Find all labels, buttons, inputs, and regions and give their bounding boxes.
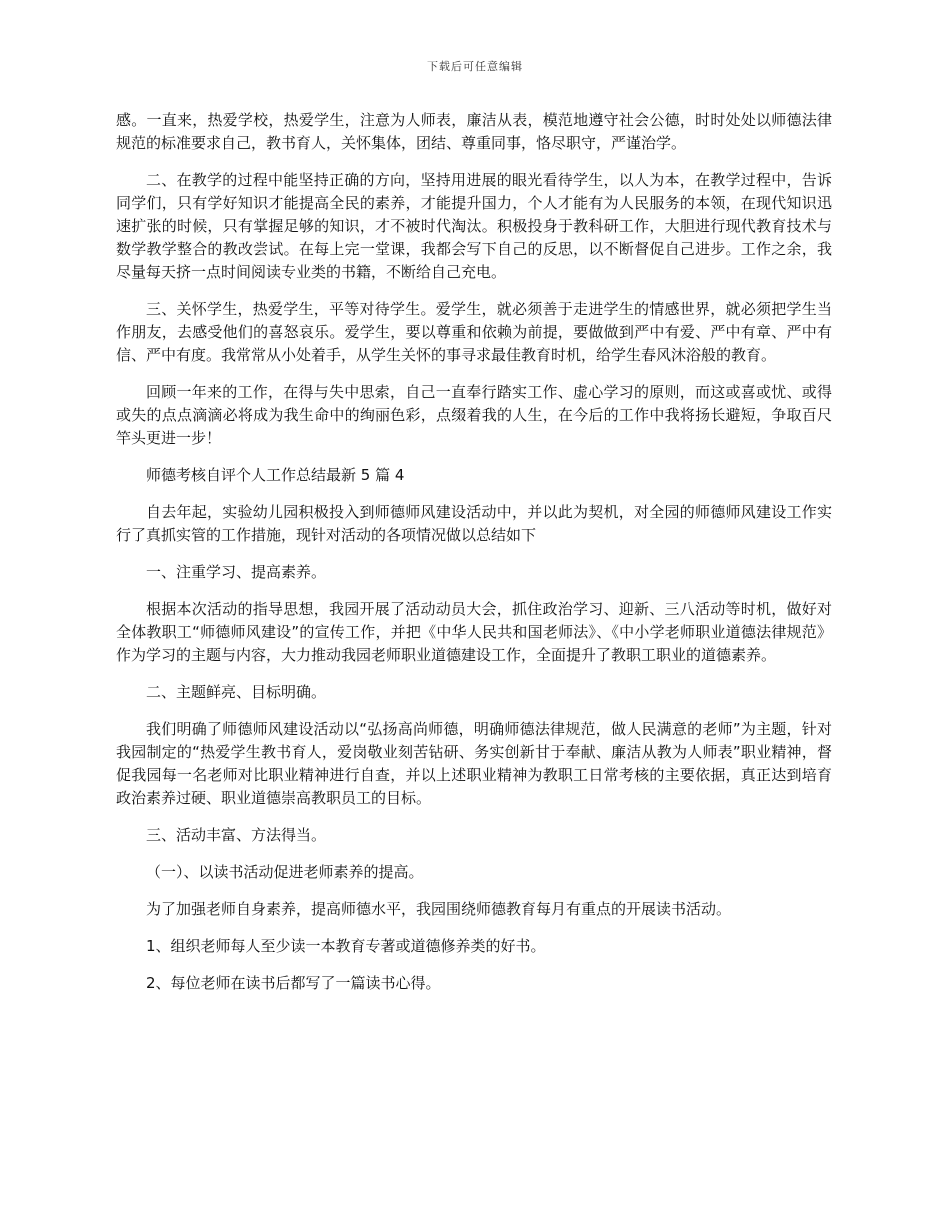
paragraph-6: 根据本次活动的指导思想，我园开展了活动动员大会，抓住政治学习、迎新、三八活动等时机，做好对全体教职工“师德师风建设”的宣传工作，并把《中华人民共和国老师法》、《中小学老师职业道德法律规范》作为学习的主题与内容，大力推动我园老师职业道德建设工作，全面提升了教职工职业的道德素养。: [116, 600, 832, 664]
page-header: 下载后可任意编辑: [427, 60, 523, 73]
document-body: [116, 109, 832, 1009]
paragraph-1: 感。一直来，热爱学校，热爱学生，注意为人师表，廉洁从表，模范地遵守社会公德，时时处处以师德法律规范的标准要求自己，教书育人，关怀集体，团结、尊重同事，恪尽职守，严谨治学。: [116, 111, 832, 152]
heading-1: 一、注重学习、提高素养。: [146, 563, 327, 581]
paragraph-8: 为了加强老师自身素养，提高师德水平，我园围绕师德教育每月有重点的开展读书活动。: [146, 900, 732, 918]
list-item-2: 2、每位老师在读书后都写了一篇读书心得。: [146, 974, 441, 992]
paragraph-4: 回顾一年来的工作，在得与失中思索，自己一直奉行踏实工作、虚心学习的原则，而这或喜或忧、或得或失的点点滴滴必将成为我生命中的绚丽色彩，点缀着我的人生，在今后的工作中我将扬长避短，争取百尺竿头更进一步！: [116, 383, 832, 447]
paragraph-3: 三、关怀学生，热爱学生，平等对待学生。爱学生，就必须善于走进学生的情感世界，就必须把学生当作朋友，去感受他们的喜怒哀乐。爱学生，要以尊重和依赖为前提，要做做到严中有爱、严中有章、严中有信、严中有度。我常常从小处着手，从学生关怀的事寻求最佳教育时机，给学生春风沐浴般的教育。: [116, 300, 832, 364]
paragraph-7: 我们明确了师德师风建设活动以“弘扬高尚师德，明确师德法律规范，做人民满意的老师”为主题，针对我园制定的“热爱学生教书育人，爱岗敬业刻苦钻研、务实创新甘于奉献、廉洁从教为人师表”职业精神，督促我园每一名老师对比职业精神进行自查，并以上述职业精神为教职工日常考核的主要依据，真正达到培育政治素养过硬、职业道德崇高教职员工的目标。: [116, 720, 833, 807]
paragraph-5: 自去年起，实验幼儿园积极投入到师德师风建设活动中，并以此为契机，对全园的师德师风建设工作实行了真抓实管的工作措施，现针对活动的各项情况做以总结如下: [116, 503, 832, 544]
section-title: 师德考核自评个人工作总结最新 5 篇 4: [146, 466, 405, 484]
heading-2: 二、主题鲜亮、目标明确。: [146, 683, 327, 701]
paragraph-2: 二、在教学的过程中能坚持正确的方向，坚持用进展的眼光看待学生，以人为本，在教学过程中，告诉同学们，只有学好知识才能提高全民的素养，才能提升国力，个人才能有为人民服务的本领，在现代知识迅速扩张的时候，只有掌握足够的知识，才不被时代淘汰。积极投身于教科研工作，大胆进行现代教育技术与数学教学整合的教改尝试。在每上完一堂课，我都会写下自己的反思，以不断督促自己进步。工作之余，我尽量每天挤一点时间阅读专业类的书籍，不断给自己充电。: [116, 171, 832, 281]
subheading-1: （一）、以读书活动促进老师素养的提高。: [146, 863, 424, 881]
heading-3: 三、活动丰富、方法得当。: [146, 826, 327, 844]
list-item-1: 1、组织老师每人至少读一本教育专著或道德修养类的好书。: [146, 937, 546, 955]
